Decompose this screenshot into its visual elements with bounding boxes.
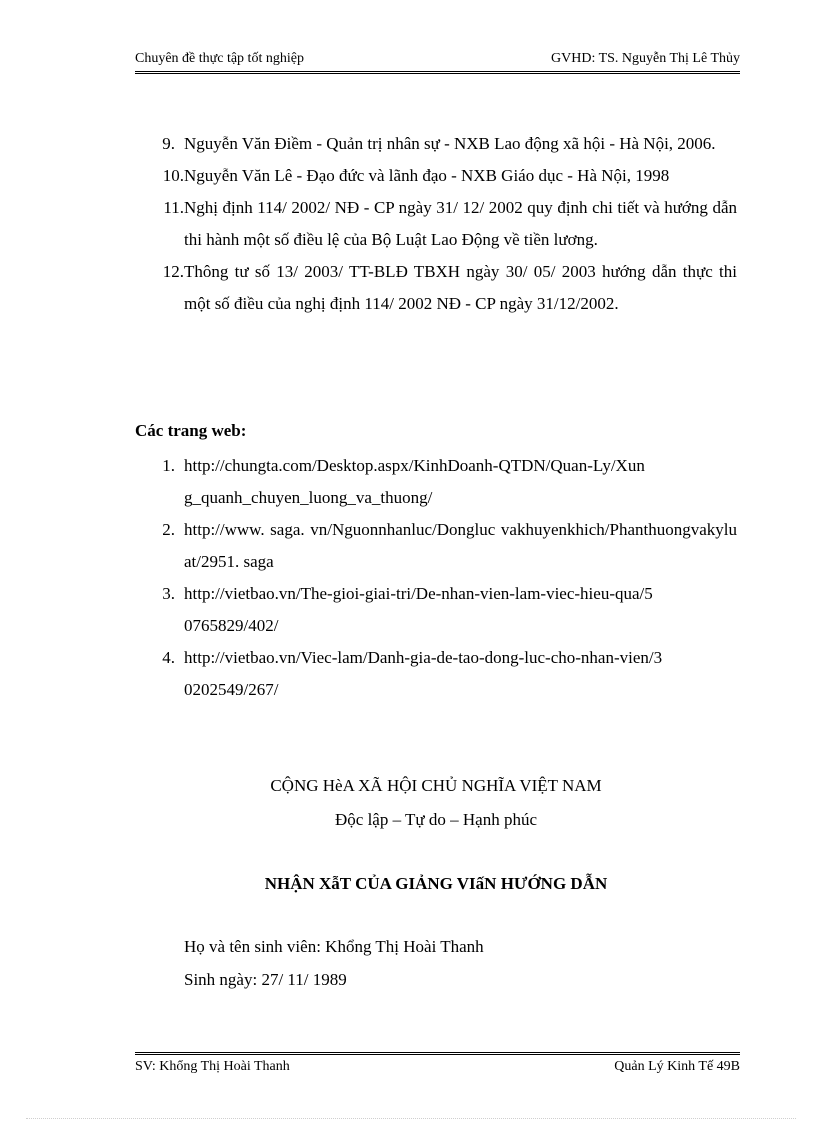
- footer-left-text: SV: Khổng Thị Hoài Thanh: [135, 1059, 290, 1074]
- page-edge-divider: [26, 1118, 796, 1119]
- website-number: 4.: [162, 648, 175, 667]
- website-link[interactable]: http://vietbao.vn/The-gioi-giai-tri/De-nhan-vien-lam-viec-hieu-qua/50765829/402/: [184, 584, 653, 635]
- reference-text: Nguyễn Văn Lê - Đạo đức và lãnh đạo - NXB Giáo dục - Hà Nội, 1998: [184, 166, 670, 185]
- republic-motto: Độc lập – Tự do – Hạnh phúc: [335, 810, 537, 829]
- website-link[interactable]: http://www. saga. vn/Nguonnhanluc/Dongluc vakhuyenkhich/Phanthuongvakyluat/2951. saga: [184, 520, 737, 571]
- page-header: [135, 49, 740, 74]
- website-number: 2.: [162, 520, 175, 539]
- reference-text: Thông tư số 13/ 2003/ TT-BLĐ TBXH ngày 30/ 05/ 2003 hướng dẫn thực thi một số điều của nghị định 114/ 2002 NĐ - CP ngày 31/12/2002.: [184, 262, 737, 313]
- reference-number: 10.: [162, 166, 184, 185]
- footer-right-text: Quản Lý Kinh Tế 49B: [614, 1059, 740, 1074]
- student-dob-line: Sinh ngày: 27/ 11/ 1989: [184, 970, 347, 989]
- website-list: [135, 450, 737, 706]
- website-item: [135, 578, 737, 642]
- website-item: [135, 514, 737, 578]
- reference-item: [135, 192, 737, 256]
- reference-text: Nguyễn Văn Điềm - Quản trị nhân sự - NXB Lao động xã hội - Hà Nội, 2006.: [184, 134, 716, 153]
- website-link[interactable]: http://chungta.com/Desktop.aspx/KinhDoanh-QTDN/Quan-Ly/Xung_quanh_chuyen_luong_va_thuong/: [184, 456, 645, 507]
- student-name-line: Họ và tên sinh viên: Khổng Thị Hoài Thanh: [184, 937, 484, 956]
- website-number: 1.: [162, 456, 175, 475]
- republic-title: CỘNG HèA XÃ HỘI CHỦ NGHĨA VIỆT NAM: [270, 776, 602, 795]
- header-left-text: Chuyên đề thực tập tốt nghiệp: [135, 51, 304, 66]
- website-item: [135, 450, 737, 514]
- reference-number: 9.: [162, 134, 175, 153]
- reference-number: 11.: [163, 198, 184, 217]
- website-item: [135, 642, 737, 706]
- websites-heading: Các trang web:: [135, 421, 247, 440]
- reference-item: [135, 160, 737, 192]
- website-link[interactable]: http://vietbao.vn/Viec-lam/Danh-gia-de-tao-dong-luc-cho-nhan-vien/30202549/267/: [184, 648, 663, 699]
- page-footer: [135, 1052, 740, 1077]
- reference-list: [135, 128, 737, 320]
- header-right-text: GVHD: TS. Nguyễn Thị Lê Thủy: [551, 51, 740, 66]
- reference-item: [135, 128, 737, 160]
- reference-text: Nghị định 114/ 2002/ NĐ - CP ngày 31/ 12/ 2002 quy định chi tiết và hướng dẫn thi hành một số điều lệ của Bộ Luật Lao Động về tiền lương.: [184, 198, 737, 249]
- review-title: NHẬN XẫT CỦA GIẢNG VIấN HƯỚNG DẪN: [264, 874, 608, 893]
- website-number: 3.: [162, 584, 175, 603]
- reference-number: 12.: [162, 262, 184, 281]
- reference-item: [135, 256, 737, 320]
